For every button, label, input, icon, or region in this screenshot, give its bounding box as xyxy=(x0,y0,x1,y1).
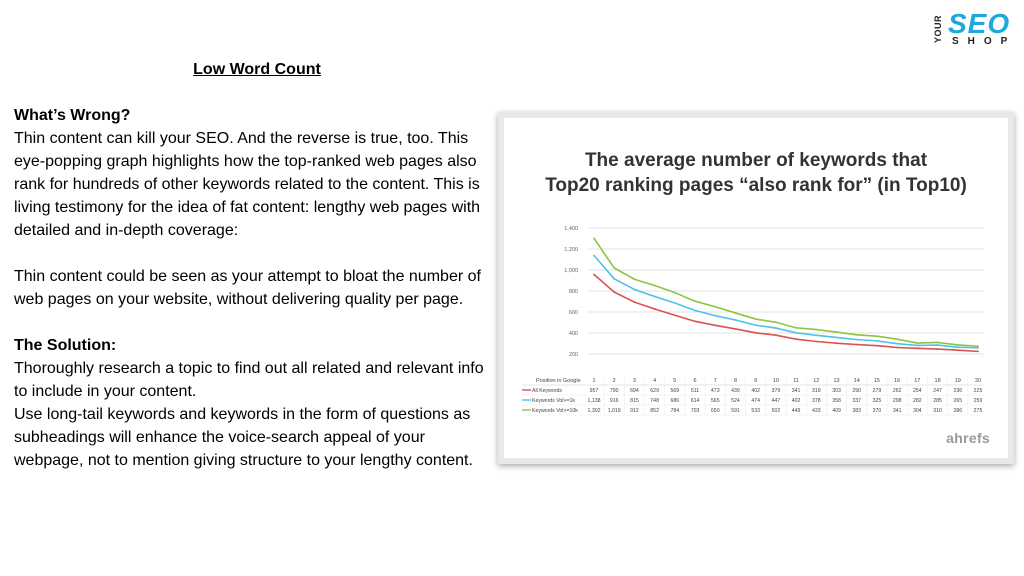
data-point xyxy=(593,255,595,257)
data-point xyxy=(896,343,898,345)
x-tick-label: 5 xyxy=(673,378,677,384)
table-value: 1,019 xyxy=(607,408,621,414)
your-seo-shop-logo xyxy=(933,8,1017,48)
table-value: 650 xyxy=(710,408,720,414)
data-point xyxy=(755,324,757,326)
data-point xyxy=(634,278,636,280)
data-point xyxy=(755,332,757,334)
table-value: 402 xyxy=(751,388,761,394)
x-tick-label: 15 xyxy=(873,378,881,384)
table-value: 286 xyxy=(953,408,963,414)
data-point xyxy=(795,327,797,329)
data-point xyxy=(674,292,676,294)
data-point xyxy=(755,318,757,320)
x-tick-label: 9 xyxy=(754,378,758,384)
table-value: 569 xyxy=(670,388,680,394)
table-value: 784 xyxy=(670,408,680,414)
data-point xyxy=(593,237,595,239)
x-tick-label: 11 xyxy=(793,378,799,384)
x-tick-label: 13 xyxy=(833,378,840,384)
data-point xyxy=(815,329,817,331)
data-point xyxy=(916,342,918,344)
table-value: 1,138 xyxy=(587,398,601,404)
data-point xyxy=(815,341,817,343)
table-value: 629 xyxy=(650,388,659,394)
data-point xyxy=(775,321,777,323)
data-point xyxy=(775,334,777,336)
data-point xyxy=(735,328,737,330)
data-point xyxy=(613,278,615,280)
table-value: 524 xyxy=(731,398,740,404)
table-value: 502 xyxy=(771,408,781,414)
table-value: 474 xyxy=(751,398,761,404)
data-point xyxy=(674,302,676,304)
table-value: 290 xyxy=(852,388,862,394)
logo-your: YOUR xyxy=(933,14,944,44)
table-value: 282 xyxy=(913,398,922,404)
x-tick-label: 14 xyxy=(853,378,860,384)
data-point xyxy=(593,274,595,276)
data-point xyxy=(674,314,676,316)
table-value: 379 xyxy=(771,388,781,394)
data-point xyxy=(856,334,858,336)
table-value: 254 xyxy=(913,388,922,394)
chart-title-line-1: The average number of keywords that xyxy=(584,150,928,171)
wrong-title: What’s Wrong? xyxy=(14,107,131,124)
table-value: 790 xyxy=(609,388,619,394)
keywords-line-chart xyxy=(504,118,1008,458)
data-point xyxy=(714,324,716,326)
table-value: 310 xyxy=(933,408,942,414)
x-tick-label: 7 xyxy=(713,378,717,384)
legend-label-0: All Keywords xyxy=(532,388,562,394)
table-value: 565 xyxy=(710,398,720,404)
series-line-0 xyxy=(594,275,978,352)
data-point xyxy=(916,347,918,349)
table-value: 473 xyxy=(710,388,720,394)
y-tick-label: 800 xyxy=(568,289,578,295)
chart-card xyxy=(504,118,1008,458)
y-tick-label: 200 xyxy=(568,352,578,358)
data-point xyxy=(654,308,656,310)
table-value: 265 xyxy=(953,398,963,404)
table-value: 319 xyxy=(811,388,821,394)
x-tick-label: 20 xyxy=(974,378,982,384)
data-point xyxy=(714,306,716,308)
table-value: 916 xyxy=(609,398,619,404)
x-tick-label: 18 xyxy=(934,378,941,384)
data-point xyxy=(815,334,817,336)
data-point xyxy=(694,310,696,312)
data-point xyxy=(977,345,979,347)
table-value: 591 xyxy=(731,408,740,414)
data-point xyxy=(856,339,858,341)
wrong-paragraph-2: Thin content could be seen as your attempt to bloat the number of web pages on your website, without delivering quality per page. xyxy=(14,268,481,308)
data-point xyxy=(694,320,696,322)
slide-heading: Low Word Count xyxy=(193,61,321,78)
data-point xyxy=(795,338,797,340)
data-point xyxy=(977,350,979,352)
table-value: 262 xyxy=(892,388,902,394)
table-value: 370 xyxy=(872,408,882,414)
logo-shop: SHOP xyxy=(952,36,1017,47)
table-value: 511 xyxy=(690,388,700,394)
data-point xyxy=(694,300,696,302)
solution-title: The Solution: xyxy=(14,337,117,354)
data-point xyxy=(795,332,797,334)
wrong-paragraph-1: Thin content can kill your SEO. And the reverse is true, too. This eye-popping graph highlights how the top-ranked web pages also rank for hundreds of other keywords related to the content. This is living testimony for the idea of fat content: lengthy web pages with detailed and in-depth coverage: xyxy=(14,130,481,239)
chart-title-line-2: Top20 ranking pages “also rank for” (in Top10) xyxy=(545,175,967,196)
table-value: 402 xyxy=(791,398,801,404)
table-value: 247 xyxy=(933,388,942,394)
table-value: 614 xyxy=(690,398,700,404)
table-value: 341 xyxy=(892,408,902,414)
table-value: 275 xyxy=(973,408,983,414)
table-value: 694 xyxy=(630,388,639,394)
x-tick-label: 2 xyxy=(612,378,616,384)
data-point xyxy=(856,344,858,346)
table-value: 279 xyxy=(872,388,882,394)
table-value: 358 xyxy=(832,398,841,404)
x-tick-label: 19 xyxy=(954,378,961,384)
data-point xyxy=(613,291,615,293)
table-value: 957 xyxy=(589,388,599,394)
table-value: 298 xyxy=(892,398,902,404)
table-value: 449 xyxy=(791,408,801,414)
data-point xyxy=(876,345,878,347)
y-tick-label: 400 xyxy=(568,331,578,337)
y-tick-label: 1,200 xyxy=(564,247,578,253)
table-value: 285 xyxy=(933,398,942,404)
data-point xyxy=(654,296,656,298)
data-point xyxy=(836,337,838,339)
table-value: 303 xyxy=(832,388,841,394)
ahrefs-brand: ahrefs xyxy=(946,430,990,446)
data-point xyxy=(836,342,838,344)
x-tick-label: 3 xyxy=(632,378,636,384)
data-point xyxy=(876,340,878,342)
x-tick-label: 1 xyxy=(592,378,596,384)
data-point xyxy=(613,267,615,269)
x-tick-label: 8 xyxy=(733,378,738,384)
table-value: 703 xyxy=(690,408,700,414)
data-point xyxy=(634,289,636,291)
table-value: 686 xyxy=(670,398,680,404)
data-point xyxy=(735,319,737,321)
table-value: 341 xyxy=(791,388,801,394)
table-value: 815 xyxy=(630,398,639,404)
table-value: 236 xyxy=(953,388,963,394)
table-value: 433 xyxy=(811,408,821,414)
data-point xyxy=(775,327,777,329)
x-tick-label: 10 xyxy=(772,378,779,384)
table-value: 378 xyxy=(811,398,821,404)
data-point xyxy=(957,349,959,351)
text-column xyxy=(14,58,484,472)
legend-label-1: Keywords Vol>=1k xyxy=(532,398,575,404)
table-value: 409 xyxy=(832,408,841,414)
y-tick-label: 1,400 xyxy=(564,226,578,232)
logo-seo: SEO xyxy=(948,8,1011,39)
table-value: 447 xyxy=(771,398,781,404)
solution-paragraph-1: Thoroughly research a topic to find out all related and relevant info to include in your content. xyxy=(14,360,484,400)
table-value: 304 xyxy=(913,408,922,414)
table-value: 1,302 xyxy=(587,408,601,414)
solution-paragraph-2: Use long-tail keywords and keywords in the form of questions as subheadings will enhance the voice-search appeal of your webpage, not to mention giving structure to your lengthy content. xyxy=(14,406,473,469)
table-value: 912 xyxy=(630,408,639,414)
data-point xyxy=(735,312,737,314)
table-x-label: Position in Google xyxy=(536,378,581,384)
y-tick-label: 1,000 xyxy=(564,268,578,274)
x-tick-label: 6 xyxy=(693,378,697,384)
data-point xyxy=(916,344,918,346)
data-point xyxy=(937,348,939,350)
table-value: 259 xyxy=(973,398,983,404)
data-point xyxy=(957,344,959,346)
x-tick-label: 17 xyxy=(914,378,921,384)
table-value: 225 xyxy=(973,388,983,394)
table-value: 383 xyxy=(852,408,862,414)
data-point xyxy=(876,335,878,337)
table-value: 748 xyxy=(650,398,659,404)
table-value: 439 xyxy=(731,388,740,394)
table-value: 533 xyxy=(751,408,761,414)
y-tick-label: 600 xyxy=(568,310,578,316)
data-point xyxy=(977,347,979,349)
data-point xyxy=(896,338,898,340)
data-point xyxy=(896,347,898,349)
data-point xyxy=(957,346,959,348)
table-value: 337 xyxy=(852,398,862,404)
data-point xyxy=(714,315,716,317)
data-point xyxy=(937,342,939,344)
x-tick-label: 12 xyxy=(813,378,820,384)
series-line-1 xyxy=(594,256,978,348)
legend-label-2: Keywords Vol>=10k xyxy=(532,408,578,414)
x-tick-label: 4 xyxy=(653,378,657,384)
table-value: 325 xyxy=(872,398,882,404)
data-point xyxy=(654,285,656,287)
table-value: 852 xyxy=(650,408,659,414)
chart-image-panel xyxy=(498,112,1014,464)
data-point xyxy=(836,331,838,333)
data-point xyxy=(937,344,939,346)
data-point xyxy=(634,301,636,303)
x-tick-label: 16 xyxy=(894,378,901,384)
